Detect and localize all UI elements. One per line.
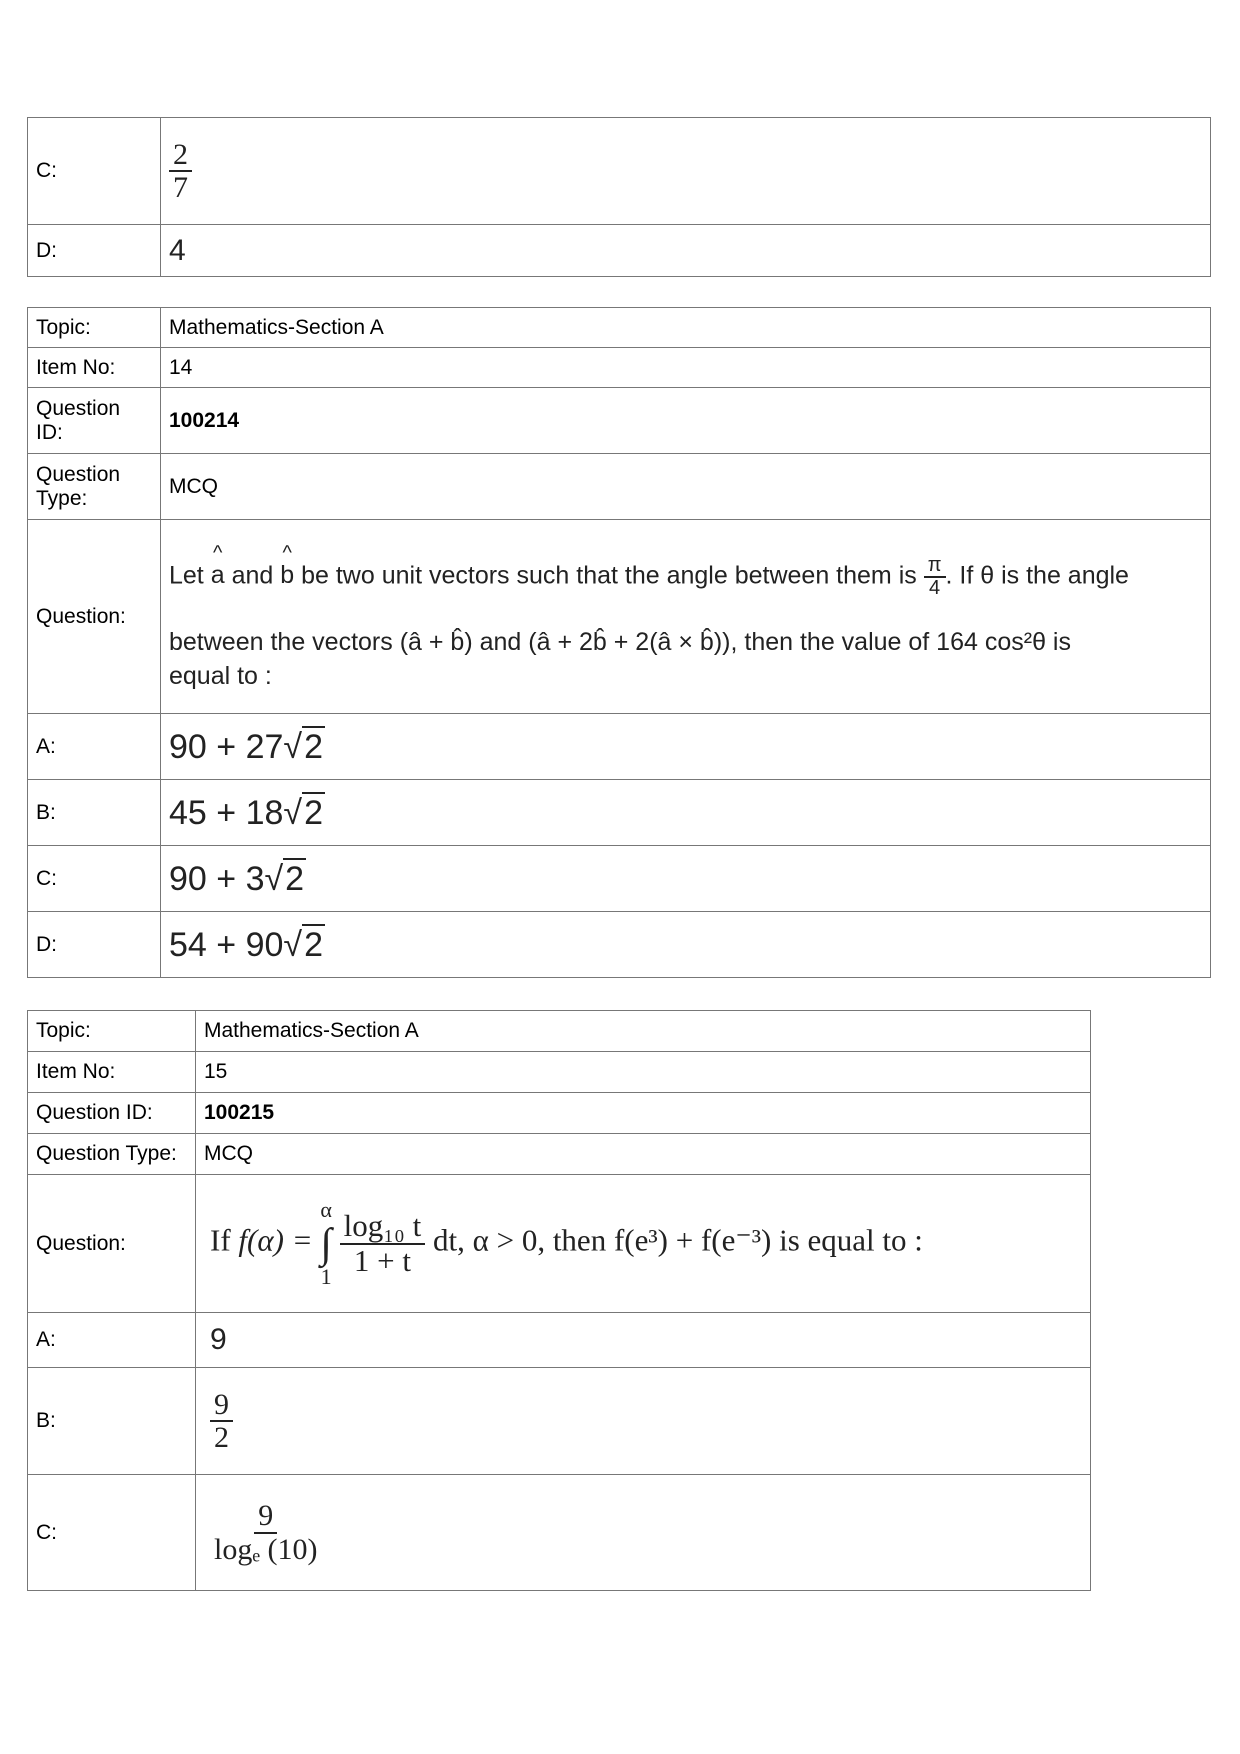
option-row-b [28, 1368, 1091, 1475]
option-row-c [28, 846, 1211, 912]
integral: α ∫ 1 [320, 1197, 332, 1289]
option-label: B: [28, 1368, 196, 1475]
option-row-c [28, 118, 1211, 225]
option-label: C: [28, 118, 161, 225]
option-label: C: [28, 1475, 196, 1591]
topic-label: Topic: [28, 308, 161, 348]
fraction: $\frac{9}{2}$ [210, 1389, 233, 1454]
item-value: 14 [161, 348, 1211, 388]
topic-value: Mathematics-Section A [161, 308, 1211, 348]
question-id-row [28, 388, 1211, 454]
question-row [28, 520, 1211, 714]
option-row-d [28, 912, 1211, 978]
fraction: $\frac{2}{7}$ [169, 139, 192, 204]
option-label: A: [28, 714, 161, 780]
topic-row [28, 308, 1211, 348]
option-value [161, 118, 1211, 225]
option-label: D: [28, 912, 161, 978]
question-14-table [27, 307, 1211, 978]
item-label: Item No: [28, 1052, 196, 1093]
question-id-row [28, 1093, 1091, 1134]
option-value: 54 + 90√2 [161, 912, 1211, 978]
integral-symbol: ∫ [320, 1220, 332, 1267]
option-row-b [28, 780, 1211, 846]
question-label: Question: [28, 1175, 196, 1313]
question-row [28, 1175, 1091, 1313]
question-line-3: equal to : [169, 661, 272, 690]
option-row-d [28, 225, 1211, 277]
previous-question-options-table [27, 117, 1211, 277]
option-row-a [28, 1313, 1091, 1368]
item-row [28, 1052, 1091, 1093]
item-label: Item No: [28, 348, 161, 388]
pi-over-4-fraction: $\frac{\pi}{4}$ [924, 555, 946, 599]
question-type-value: MCQ [161, 454, 1211, 520]
integrand-fraction: $\frac{\text{log₁₀ t}}{1 + t}$ [340, 1210, 426, 1277]
question-type-label: Question Type: [28, 1134, 196, 1175]
option-label: A: [28, 1313, 196, 1368]
topic-label: Topic: [28, 1011, 196, 1052]
option-value: 90 + 3√2 [161, 846, 1211, 912]
question-line-2: between the vectors (â + b̂) and (â + 2b̂ + 2(â × b̂)), then the value of 164 cos²θ is [169, 627, 1071, 656]
option-value: 9 [196, 1313, 1091, 1368]
question-id-value: 100214 [161, 388, 1211, 454]
option-label: D: [28, 225, 161, 277]
question-id-value: 100215 [196, 1093, 1091, 1134]
item-value: 15 [196, 1052, 1091, 1093]
question-id-label: Question ID: [28, 1093, 196, 1134]
option-value [196, 1368, 1091, 1475]
option-label: B: [28, 780, 161, 846]
question-15-table [27, 1010, 1091, 1591]
option-label: C: [28, 846, 161, 912]
option-row-a [28, 714, 1211, 780]
option-value [196, 1475, 1091, 1591]
question-type-value: MCQ [196, 1134, 1091, 1175]
question-type-row [28, 1134, 1091, 1175]
option-value: 4 [161, 225, 1211, 277]
question-label: Question: [28, 520, 161, 714]
option-value: 45 + 18√2 [161, 780, 1211, 846]
question-type-label: Question Type: [28, 454, 161, 520]
question-line-1: Let ^ a and ^ b be two unit vectors such that the angle between them is $\frac{\pi}{4}$ . If θ is the angle [169, 555, 1202, 599]
topic-row [28, 1011, 1091, 1052]
question-id-label: Question ID: [28, 388, 161, 454]
topic-value: Mathematics-Section A [196, 1011, 1091, 1052]
option-row-c [28, 1475, 1091, 1591]
question-text: If f(α) = α ∫ 1 $\frac{\text{log₁₀ t}}{1 + t}$ dt, α > 0, then f(e³) + f(e⁻³) is equal to : [196, 1175, 1091, 1313]
question-type-row [28, 454, 1211, 520]
fraction: $\frac{9}{\text{logₑ (10)}}$ [214, 1499, 318, 1566]
item-row [28, 348, 1211, 388]
question-text [161, 520, 1211, 714]
option-value: 90 + 27√2 [161, 714, 1211, 780]
